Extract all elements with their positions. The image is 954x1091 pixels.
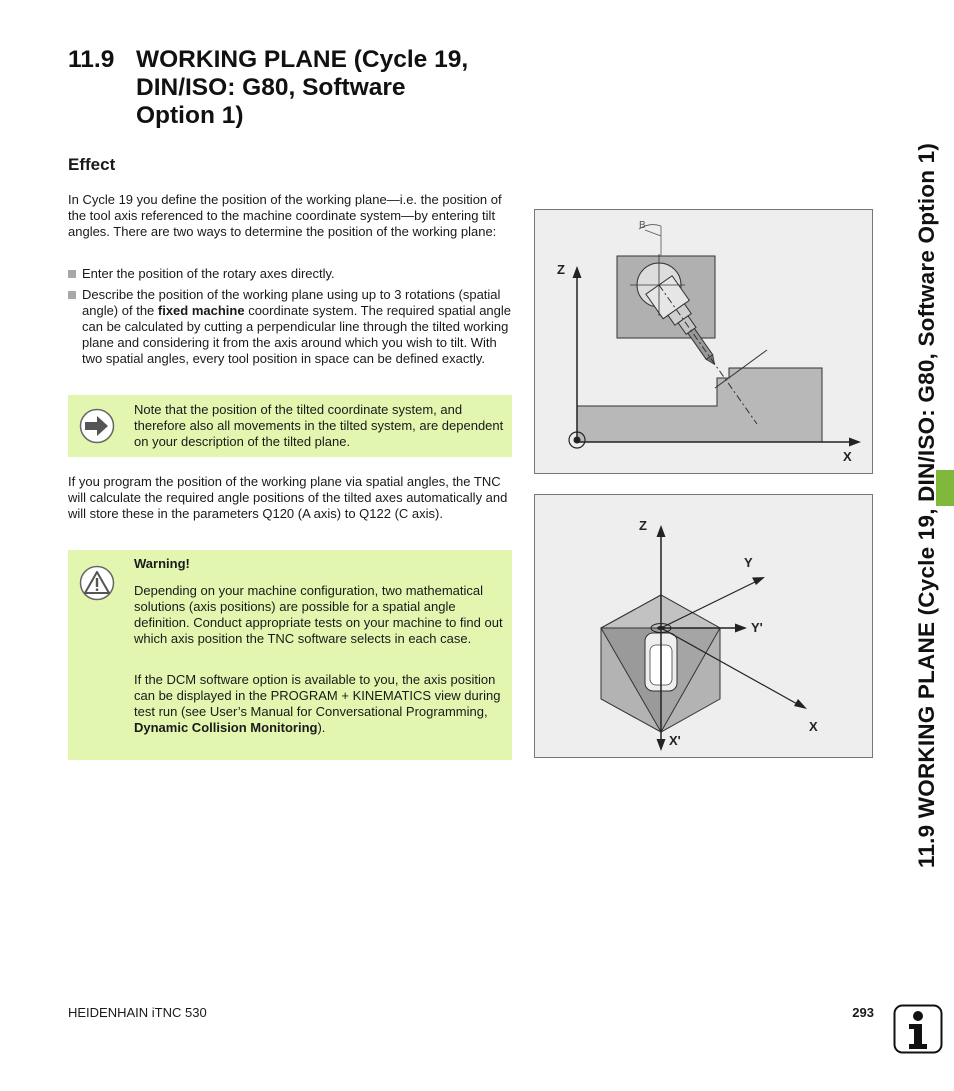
- label-x: X: [809, 719, 818, 734]
- figure-spatial-angle: [534, 494, 873, 758]
- bullet-item: [68, 287, 514, 367]
- spatial-angle-paragraph: If you program the position of the working plane via spatial angles, the TNC will calculate the required angle positions of the tilted axes automatically and will store these in the parameters Q120 (A axis) to Q122 (C axis).: [68, 474, 508, 521]
- figure-spatial-angle-drawing: [535, 495, 874, 759]
- note-box: [68, 395, 512, 457]
- bullet-text: Describe the position of the working plane using up to 3 rotations (spatial angle) of the fixed machine coordinate system. The required spatial angle can be calculated by cutting a perpendicular line through the tilted working plane and considering it from the axis around which you wish to tilt. With two spatial angles, every tool position in space can be defined exactly.: [82, 287, 512, 366]
- label-b: B: [639, 220, 646, 231]
- bullet-square-icon: [68, 291, 76, 299]
- bullet-item: [68, 266, 514, 282]
- page-number: 293: [852, 1005, 874, 1020]
- bold-fixed-machine: fixed machine: [157, 303, 245, 318]
- figure-tilted-tool-drawing: [535, 210, 874, 475]
- warning-paragraph-1: Depending on your machine configuration, two mathematical solutions (axis positions) are possible for a spatial angle definition. Conduct appropriate tests on your machine to find out which axis position the TNC software selects in each case.: [134, 583, 503, 646]
- intro-paragraph: In Cycle 19 you define the position of the working plane—i.e. the position of the tool axis referenced to the machine coordinate system—by entering tilt angles. There are two ways to determine the position of the working plane:: [68, 192, 502, 239]
- subheading-effect: Effect: [68, 155, 116, 174]
- warning-triangle-icon: [79, 565, 115, 601]
- bold-dynamic-collision-monitoring: Dynamic Collision Monitoring: [134, 720, 318, 735]
- section-title: [68, 46, 528, 130]
- warning-box: [68, 550, 512, 760]
- label-x: X: [843, 449, 852, 464]
- figure-tilted-tool: [534, 209, 873, 474]
- label-x-prime: X': [669, 733, 681, 748]
- warning-title: Warning!: [134, 556, 190, 571]
- label-y: Y: [744, 555, 753, 570]
- warning-paragraph-2: If the DCM software option is available to you, the axis position can be displayed in the PROGRAM + KINEMATICS view during test run (see User’s Manual for Conversational Programming, Dynamic Collision Monitoring).: [134, 672, 501, 735]
- label-y-prime: Y': [751, 620, 763, 635]
- section-number: 11.9: [68, 46, 115, 73]
- arrow-right-icon: [79, 408, 115, 444]
- footer-product: HEIDENHAIN iTNC 530: [68, 1005, 207, 1020]
- bullet-text: Enter the position of the rotary axes directly.: [82, 266, 335, 281]
- section-title-line-1: WORKING PLANE (Cycle 19,: [136, 46, 469, 73]
- label-z: Z: [639, 518, 647, 533]
- note-text: Note that the position of the tilted coordinate system, and therefore also all movements in the tilted system, are dependent on your description of the tilted plane.: [134, 402, 504, 449]
- info-icon: [893, 1004, 943, 1054]
- section-title-line-3: Option 1): [136, 102, 244, 129]
- sidebar-running-header: 11.9 WORKING PLANE (Cycle 19, DIN/ISO: G80, Software Option 1): [914, 142, 939, 868]
- label-z: Z: [557, 262, 565, 277]
- bullet-square-icon: [68, 270, 76, 278]
- section-title-line-2: DIN/ISO: G80, Software: [136, 74, 406, 101]
